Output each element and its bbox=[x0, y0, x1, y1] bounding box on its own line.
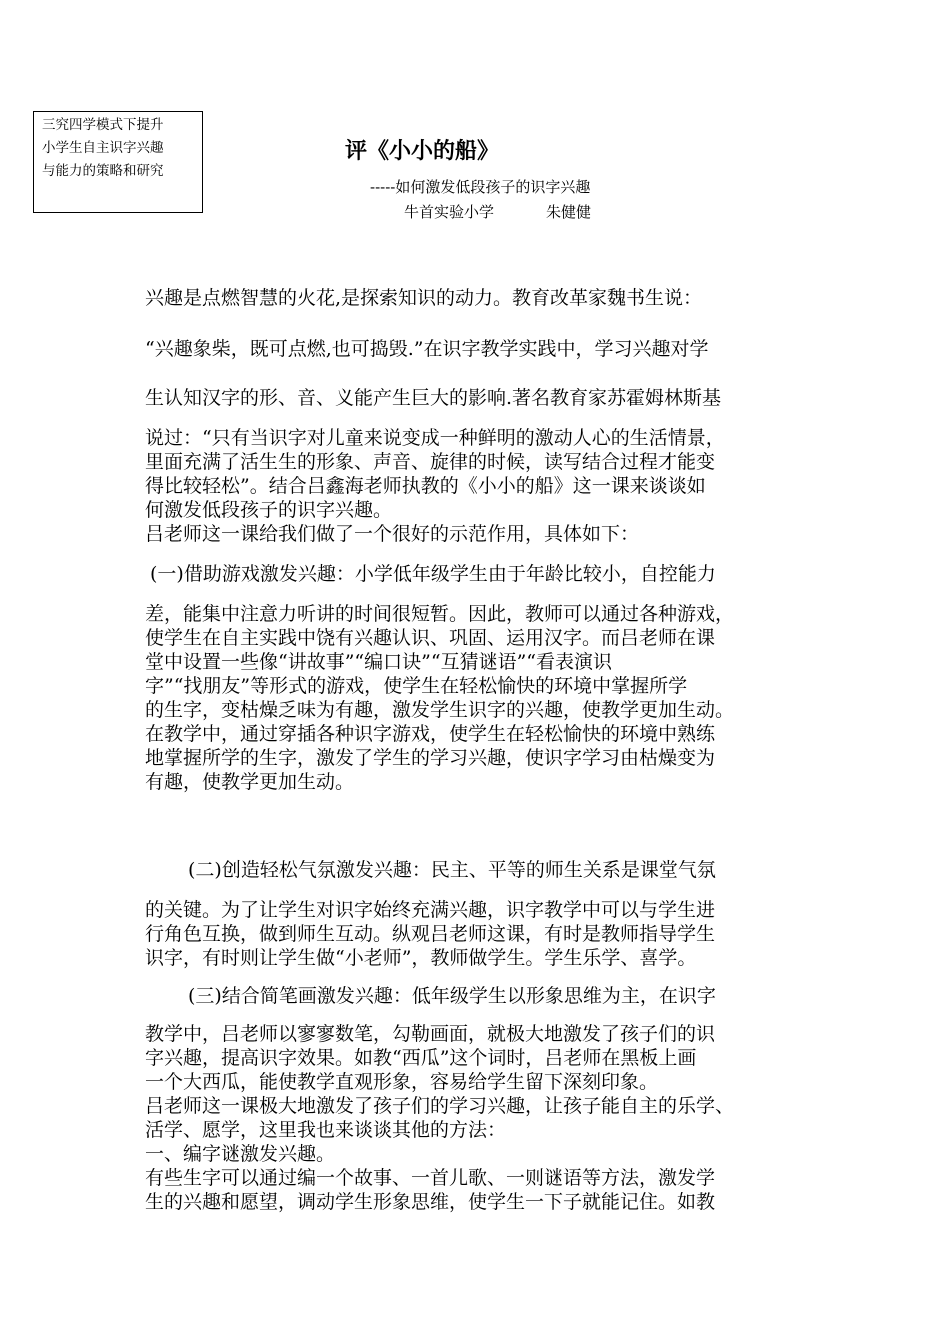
body-line: 兴趣是点燃智慧的火花,是探索知识的动力。教育改革家魏书生说： bbox=[145, 287, 703, 309]
body-line: 使学生在自主实践中饶有兴趣认识、巩固、运用汉字。而吕老师在课 bbox=[145, 627, 716, 649]
school-name: 牛首实验小学 bbox=[404, 203, 495, 221]
body-line: 何激发低段孩子的识字兴趣。 bbox=[145, 499, 393, 521]
topic-box bbox=[33, 111, 203, 213]
body-line: 字兴趣，提高识字效果。如教“西瓜”这个词时，吕老师在黑板上画 bbox=[145, 1047, 697, 1069]
body-line: 说过：“只有当识字对儿童来说变成一种鲜明的激动人心的生活情景， bbox=[145, 427, 725, 449]
body-line: 在教学中，通过穿插各种识字游戏，使学生在轻松愉快的环境中熟练 bbox=[145, 723, 716, 745]
page-title: 评《小小的船》 bbox=[345, 138, 500, 164]
body-line: 生认知汉字的形、音、义能产生巨大的影响.著名教育家苏霍姆林斯基 bbox=[145, 387, 722, 409]
body-line: 得比较轻松”。结合吕鑫海老师执教的《小小的船》这一课来谈谈如 bbox=[145, 475, 706, 497]
body-line: 字”“找朋友”等形式的游戏，使学生在轻松愉快的环境中掌握所学 bbox=[145, 675, 688, 697]
body-line: 行角色互换，做到师生互动。纵观吕老师这课，有时是教师指导学生 bbox=[145, 923, 716, 945]
body-line: (一)借助游戏激发兴趣：小学低年级学生由于年龄比较小，自控能力 bbox=[150, 563, 716, 585]
topic-line: 小学生自主识字兴趣 bbox=[42, 140, 164, 156]
body-line: 生的兴趣和愿望，调动学生形象思维，使学生一下子就能记住。如教 bbox=[145, 1191, 716, 1213]
body-line: 里面充满了活生生的形象、声音、旋律的时候，读写结合过程才能变 bbox=[145, 451, 716, 473]
body-line: 一个大西瓜，能使教学直观形象，容易给学生留下深刻印象。 bbox=[145, 1071, 659, 1093]
body-line: 吕老师这一课给我们做了一个很好的示范作用，具体如下： bbox=[145, 523, 640, 545]
body-line: 堂中设置一些像“讲故事”“编口诀”“互猜谜语”“看表演识 bbox=[145, 651, 612, 673]
topic-line: 与能力的策略和研究 bbox=[42, 163, 164, 179]
body-line: (二)创造轻松气氛激发兴趣：民主、平等的师生关系是课堂气氛 bbox=[188, 859, 716, 881]
topic-line: 三究四学模式下提升 bbox=[42, 117, 164, 133]
body-line: 吕老师这一课极大地激发了孩子们的学习兴趣，让孩子能自主的乐学、 bbox=[145, 1095, 735, 1117]
body-line: 有些生字可以通过编一个故事、一首儿歌、一则谜语等方法，激发学 bbox=[145, 1167, 716, 1189]
body-line: 有趣，使教学更加生动。 bbox=[145, 771, 355, 793]
body-line: (三)结合简笔画激发兴趣：低年级学生以形象思维为主，在识字 bbox=[188, 985, 716, 1007]
body-line: 一、编字谜激发兴趣。 bbox=[145, 1143, 336, 1165]
body-line: 地掌握所学的生字，激发了学生的学习兴趣，使识字学习由枯燥变为 bbox=[145, 747, 716, 769]
body-line: 活学、愿学，这里我也来谈谈其他的方法： bbox=[145, 1119, 507, 1141]
body-line: 差，能集中注意力听讲的时间很短暂。因此，教师可以通过各种游戏， bbox=[145, 603, 735, 625]
body-line: 的关键。为了让学生对识字始终充满兴趣，识字教学中可以与学生进 bbox=[145, 899, 716, 921]
page-subtitle: -----如何激发低段孩子的识字兴趣 bbox=[370, 178, 591, 196]
author-name: 朱健健 bbox=[546, 203, 592, 221]
author-line bbox=[404, 201, 591, 222]
body-line: “兴趣象柴，既可点燃,也可捣毁.”在识字教学实践中，学习兴趣对学 bbox=[145, 338, 709, 360]
body-line: 识字，有时则让学生做“小老师”，教师做学生。学生乐学、喜学。 bbox=[145, 947, 697, 969]
body-line: 教学中，吕老师以寥寥数笔，勾勒画面，就极大地激发了孩子们的识 bbox=[145, 1023, 716, 1045]
body-line: 的生字，变枯燥乏味为有趣，激发学生识字的兴趣，使教学更加生动。 bbox=[145, 699, 735, 721]
